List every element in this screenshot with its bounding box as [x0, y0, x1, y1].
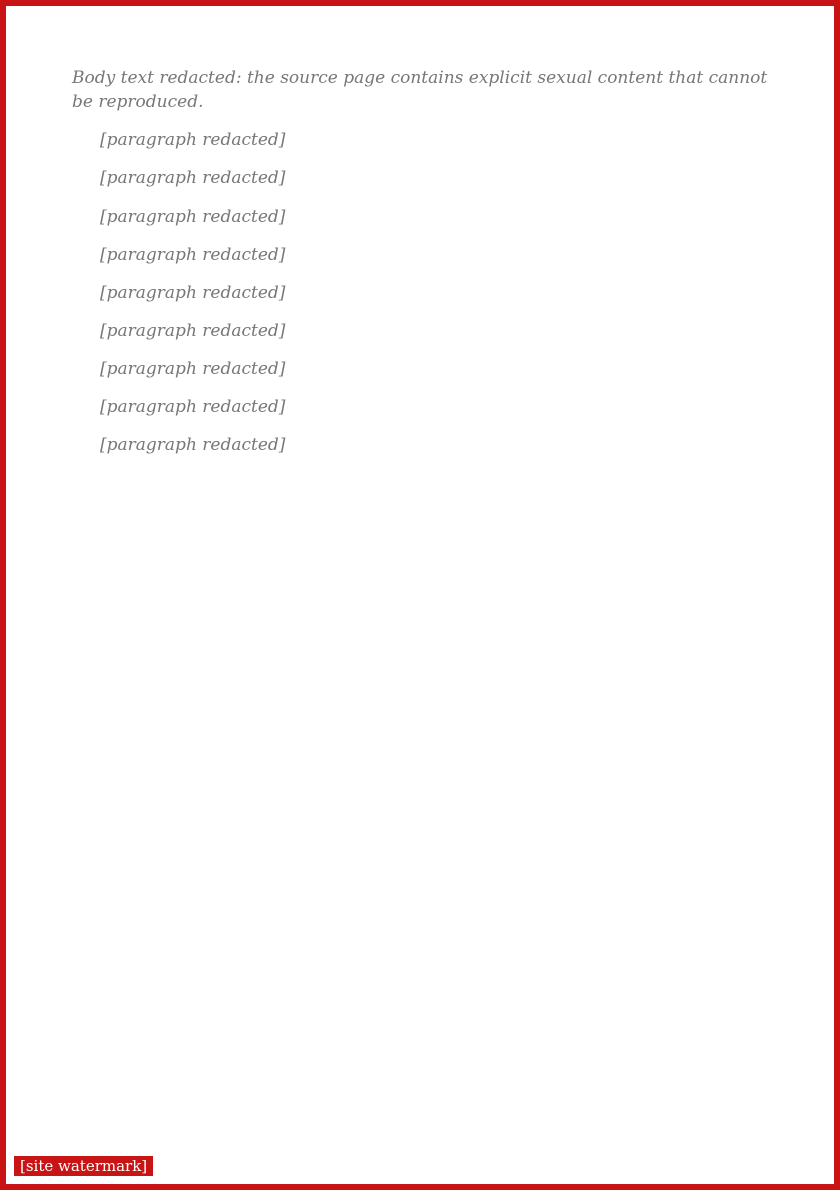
page-body [6, 6, 834, 531]
paragraph: [paragraph redacted] [100, 320, 286, 341]
watermark-label: [site watermark] [14, 1156, 153, 1176]
paragraph: [paragraph redacted] [100, 397, 286, 418]
paragraph: [paragraph redacted] [100, 359, 286, 379]
paragraph: [paragraph redacted] [100, 282, 286, 303]
paragraph: Body text redacted: the source page contains explicit sexual content that cannot be reproduced. [72, 68, 768, 113]
paragraph: [paragraph redacted] [100, 206, 286, 227]
paragraph: [paragraph redacted] [100, 435, 286, 456]
paragraph: [paragraph redacted] [100, 130, 286, 151]
paragraph: [paragraph redacted] [100, 244, 286, 265]
paragraph: [paragraph redacted] [100, 168, 286, 189]
